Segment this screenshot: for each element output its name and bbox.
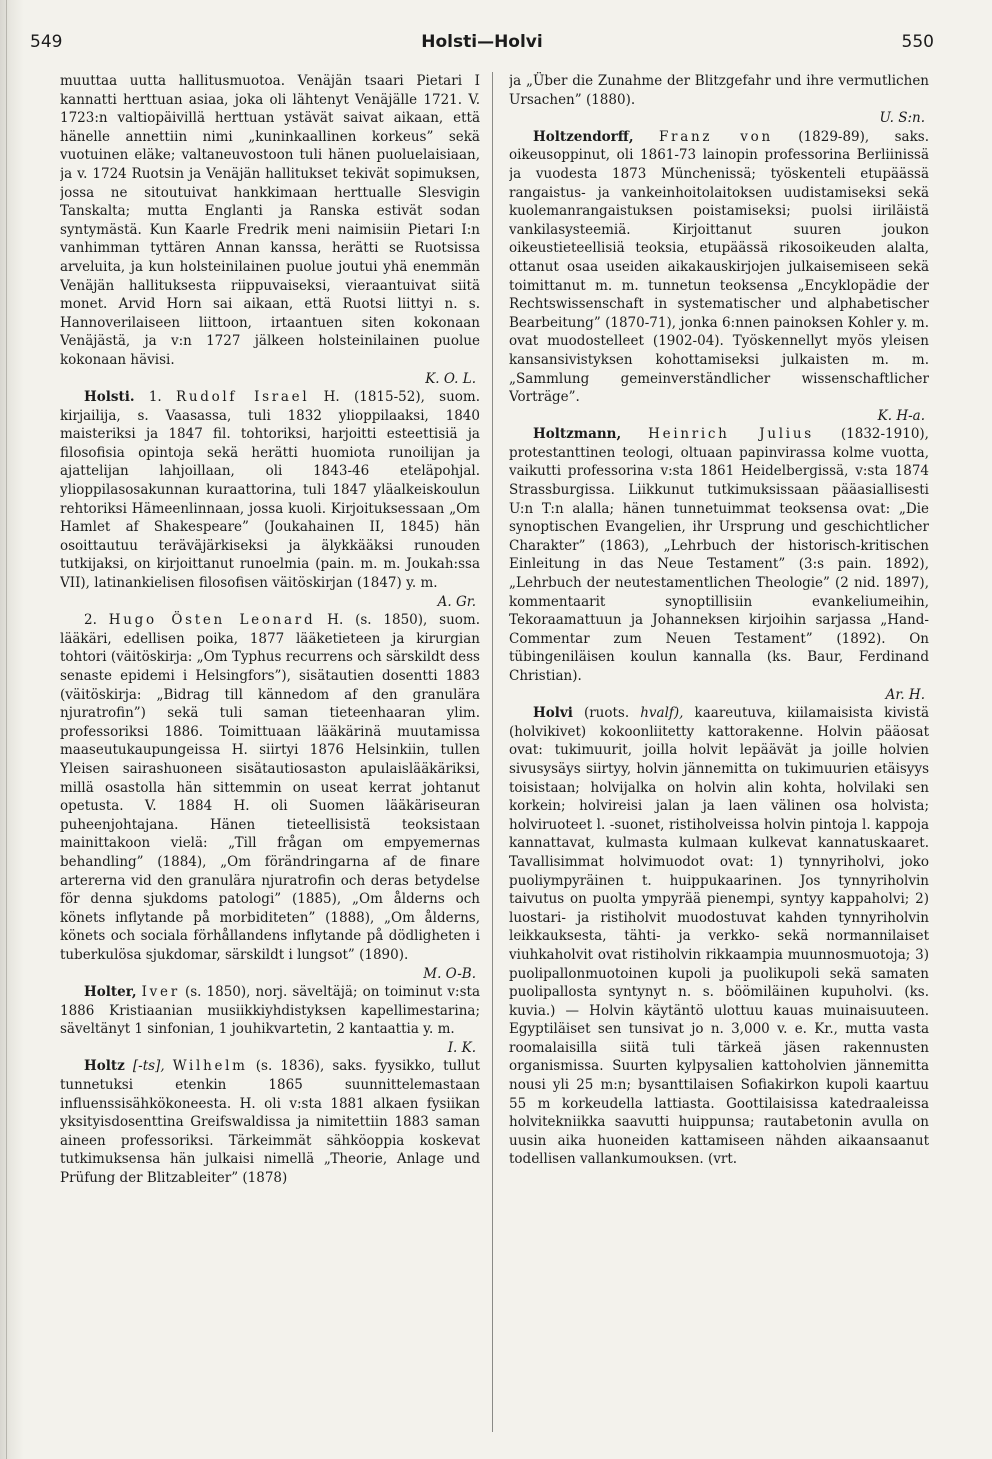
- running-title: Holsti—Holvi: [421, 32, 543, 52]
- entry-holvi: [509, 704, 929, 1169]
- signature: M. O-B.: [423, 965, 476, 982]
- etymology: (ruots.: [583, 705, 630, 722]
- page-header: [30, 32, 934, 58]
- entry-holtzendorff: [509, 128, 929, 407]
- paragraph-text: ja „Über die Zunahme der Blitzgefahr und ihre vermutlichen Ursachen” (1880).: [509, 73, 929, 108]
- headword: Holsti.: [84, 389, 135, 406]
- entry-text: (1829-89), saks. oikeusoppinut, oli 1861-73 lainopin professorina Berliinissä ja vuodesta 1873 Münchenissä; työskenteli etupäässä rangaistus- ja vankeinhoitolaitoksen uudistamiseksi sekä kuolemanrangaistuksen poistamiseksi; puolsi iiriläistä vankilasysteemiä. Kirjoittanut suuren joukon oikeustieteellisiä teoksia, etupäässä rikosoikeuden alalta, ottanut osaa useiden aikakauskirjojen julkaisemiseen sekä toimittanut m. m. tunnetun teoksensa „Encyklopädie der Rechtswissenschaft in systematischer und alphabetischer Bearbeitung” (1870-71), jonka 6:nnen painoksen Kohler y. m. ovat muodostelleet (1902-04). Työskennellyt myös yleisen kansansivistyksen kohottamiseksi julkaisten m. m. „Sammlung gemeinverständlicher wissenschaftlicher Vorträge”.: [509, 128, 929, 406]
- entry-name: Rudolf Israel: [175, 389, 310, 406]
- headword: Holter,: [84, 984, 137, 1001]
- signature: Ar. H.: [885, 686, 925, 703]
- etymology-word: hvalf),: [640, 705, 684, 722]
- right-column: [509, 72, 929, 1442]
- headword: Holtzmann,: [533, 426, 622, 443]
- headword: Holtz: [84, 1058, 125, 1075]
- entry-text: H. (1815-52), suom. kirjailija, s. Vaasassa, tuli 1832 ylioppilaaksi, 1840 maisteriksi ja 1847 fil. tohtoriksi, harjoitti esteettisiä ja filosofisia opintoja sekä herätti huomiota runoilijan ja ajattelijan lahjoillaan, oli 1843-46 eteläpohjal. ylioppilasosakunnan kuraattorina, tuli 1847 yläalkeiskoulun rehtoriksi Hämeenlinnaan, jossa kuoli. Kirjoituksessaan „Om Hamlet af Shakespeare” (Joukahainen II, 1845) hän osoittautuu teräväjärkiseksi ja älykkääksi runouden tutkijaksi, on kirjoittanut runoelmia (pain. m. m. Joukah:ssa VII), latinankielisen filosofisen väitöskirjan (1847) y. m.: [60, 389, 480, 592]
- signature: I. K.: [447, 1039, 476, 1056]
- headword: Holvi: [533, 705, 573, 722]
- pronunciation: [-ts],: [132, 1058, 165, 1075]
- entry-number: 2.: [84, 612, 97, 629]
- entry-text: (s. 1850), norj. säveltäjä; on toiminut v:sta 1886 Kristiaanian musiikkiyhdistyksen kapellimestarina; säveltänyt 1 sinfonian, 1 jouhikvartetin, 2 kantaattia y. m.: [60, 984, 480, 1038]
- entry-name: Hugo Östen Leonard: [108, 612, 316, 629]
- continued-paragraph: [60, 72, 480, 370]
- signature: K. O. L.: [425, 370, 476, 387]
- paragraph-text: muuttaa uutta hallitusmuotoa. Venäjän tsaari Pietari I kannatti herttuan asiaa, joka oli lähtenyt Venäjälle 1721. V. 1723:n valtiopäivillä herttuan ystävät saivat aikaan, että hänelle annettiin nimi „kuninkaallinen korkeus” sekä vuotuinen eläke; valtaneuvostoon tuli hänen puoluelaisiaan, ja v. 1724 Ruotsin ja Venäjän hallitukset tekivät sopimuksen, jossa ne sitoutuivat hankkimaan herttualle Slesvigin Tanskalta; mutta Englanti ja Ranska estivät sodan syntymästä. Kun Kaarle Fredrik meni naimisiin Pietari I:n vanhimman tyttären Annan kanssa, herätti se Ruotsissa arveluita, ja kun holsteinilainen puolue joutui yhä enemmän Venäjän hallituksesta riippuvaiseksi, vieraantuivat siitä monet. Arvid Horn sai aikaan, että Ruotsi liittyi n. s. Hannoverilaiseen liittoon, irtaantuen siten kokonaan Venäjästä, ja v:n 1727 jälkeen holsteinilainen puolue kokonaan hävisi.: [60, 73, 480, 368]
- left-page-number: 549: [30, 32, 63, 52]
- entry-holsti-2: [60, 611, 480, 964]
- page-binding-shadow: [0, 0, 24, 1459]
- entry-text: kaareutuva, kiilamaisista kivistä (holvikivet) kokoonliitetty kattorakenne. Holvin pääosat ovat: tukimuurit, joilla holvit lepäävät ja joille holvien sivusysäys siirtyy, holvin jännemitta on tukimuurien etäisyys toisistaan; holvijalka on holvin alin kohta, holvilaki sen korkein; holvireisi jalan ja laen välinen osa holvista; holviruoteet l. -suonet, ristiholveissa holvin pintoja l. kappoja kannattavat, kulmasta kulmaan kulkevat kannatuskaaret. Tavallisimmat holvimuodot ovat: 1) tynnyriholvi, joko puoliympyräinen t. huippukaarinen. Jos tynnyriholvin taivutus on puolta ympyrää pienempi, syntyy kappaholvi; 2) luostari- ja ristiholvit muodostuvat kahden tynnyriholvin leikkauksesta, tähti- ja verkko- sekä normannilaiset viuhkaholvit ovat ristiholvin rikkaampia muunnosmuotoja; 3) puolipallonmuotoinen kupoli ja puolikupoli sekä samaten puolipallosta syntynyt n. s. böömiläinen kupuholvi. (ks. kuvia.) — Holvin käytäntö ulottuu kauas muinaisuuteen. Egyptiläiset sen tunsivat jo n. 3,000 v. e. Kr., mutta vasta roomalaisilla siitä tuli tärkeä jäsen rakennusten organismissa. Suurten kylpysalien kattoholvien jännemitta nousi yli 25 m:n; bysanttilaisen Sofiakirkon kupoli kaartuu 55 m korkeudella lattiasta. Goottilaisissa katedraaleissa holvitekniikka saavutti huippunsa; rautabetonin avulla on uusin aika huoneiden kattamiseen nähden aikaansaanut todellisen vallankumouksen. (vrt.: [509, 705, 929, 1168]
- entry-name: Wilhelm: [172, 1058, 248, 1075]
- column-divider: [492, 72, 493, 1432]
- continued-paragraph: [509, 72, 929, 109]
- left-column: [60, 72, 480, 1442]
- entry-holtz: [60, 1057, 480, 1187]
- entry-holter: [60, 983, 480, 1039]
- signature: U. S:n.: [879, 110, 925, 127]
- entry-number: 1.: [148, 389, 162, 406]
- signature: A. Gr.: [437, 593, 476, 610]
- right-page-number: 550: [901, 32, 934, 52]
- signature: K. H-a.: [877, 407, 925, 424]
- entry-name: Franz von: [658, 128, 773, 145]
- entry-text: (s. 1836), saks. fyysikko, tullut tunnetuksi etenkin 1865 suunnittelemastaan influenssisähkökoneesta. H. oli v:sta 1881 alkaen fysiikan yksityisdosenttina Greifswaldissa ja nimitettiin 1883 saman aineen professoriksi. Tärkeimmät sähköoppia koskevat tutkimuksensa hän julkaisi nimellä „Theorie, Anlage und Prüfung der Blitzableiter” (1878): [60, 1058, 480, 1187]
- entry-text: H. (s. 1850), suom. lääkäri, edellisen poika, 1877 lääketieteen ja kirurgian tohtori (väitöskirja: „Om Typhus recurrens och särskildt dess senaste epidemi i Helsingfors”), sisätautien dosentti 1883 (väitöskirja: „Bidrag till kännedom af den granulära njuratrofin”) sekä tuli saman tieteenhaaran ylim. professoriksi 1886. Toimittuaan lääkärinä muutamissa maaseutukaupungeissa H. siirtyi 1876 Helsinkiin, tullen Yleisen sairashuoneen sisätautiosaston apulaislääkäriksi, millä osastolla hän sittemmin on useat kerrat johtanut opetusta. V. 1884 H. oli Suomen lääkäriseuran puheenjohtajana. Hänen tieteellisistä teoksistaan mainittakoon vielä: „Till frågan om empyemernas behandling” (1884), „Om förändringarna af de finare artererna vid den granulära njuratrofin och deras betydelse för denna sjukdoms patologi” (1885), „Om ålderns och könets inflytande på morbiditeten” (1888), „Om ålderns, könets och sociala förhållandens inflytande på dödligheten i tuberkulösa sjukdomar, särskildt i lungsot” (1890).: [60, 612, 480, 963]
- entry-text: (1832-1910), protestanttinen teologi, oltuaan papinvirassa kolme vuotta, vaikutti professorina v:sta 1861 Heidelbergissä, v:sta 1874 Strassburgissa. Liikkunut tutkimuksissaan pääasiallisesti U:n T:n alalla; hänen tunnetuimmat teoksensa ovat: „Die synoptischen Evangelien, ihr Ursprung und geschichtlicher Charakter” (1863), „Lehrbuch der historisch-kritischen Einleitung in das Neue Testament” (3:s pain. 1892), „Lehrbuch der neutestamentlichen Theologie” (2 nid. 1897), kommentaarit synoptillisiin evankeliumeihin, Tekoraamattuun ja Johanneksen kirjoihin sarjassa „Hand-Commentar zum Neuen Testament” (1892). On tübingeniläisen koulun kannalla (ks. Baur, Ferdinand Christian).: [509, 426, 929, 684]
- entry-holtzmann: [509, 425, 929, 685]
- entry-name: Heinrich Julius: [648, 426, 814, 443]
- binding-edge: [6, 0, 7, 1459]
- entry-holsti-1: [60, 388, 480, 593]
- headword: Holtzendorff,: [533, 128, 634, 145]
- entry-name: Iver: [141, 984, 180, 1001]
